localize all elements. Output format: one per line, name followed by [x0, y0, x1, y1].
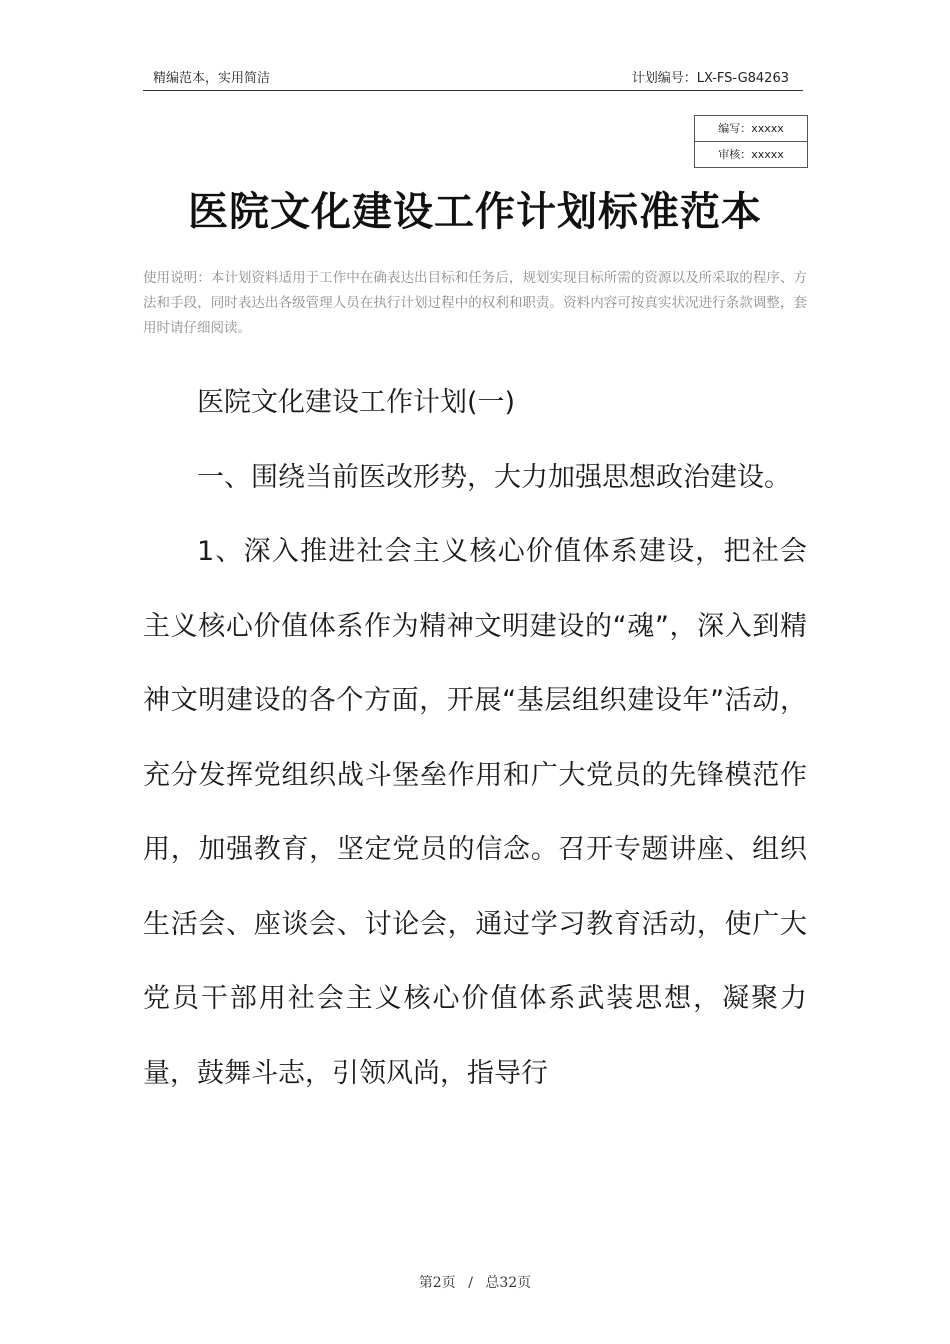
page-footer: [0, 1272, 950, 1292]
body-paragraph: 一、围绕当前医改形势，大力加强思想政治建设。: [197, 461, 791, 493]
current-page: 第2页: [418, 1275, 456, 1291]
body-paragraph: 1、深入推进社会主义核心价值体系建设，把社会主义核心价值体系作为精神文明建设的“魂”，深入到精神文明建设的各个方面，开展“基层组织建设年”活动，充分发挥党组织战斗堡垒作用和广大党员的先锋模范作用，加强教育，坚定党员的信念。召开专题讲座、组织生活会、座谈会、讨论会，通过学习教育活动，使广大党员干部用社会主义核心价值体系武装思想，凝聚力量，鼓舞斗志，引领风尚，指导行: [143, 536, 807, 1089]
plan-number: 计划编号：LX-FS-G84263: [631, 71, 789, 86]
page-header: [143, 64, 803, 91]
review-box: [694, 115, 808, 168]
auditor-field: 审核：xxxxx: [695, 141, 807, 167]
compiler-field: 编写：xxxxx: [718, 122, 784, 135]
page-separator: /: [468, 1275, 473, 1291]
usage-description: 使用说明：本计划资料适用于工作中在确表达出目标和任务后，规划实现目标所需的资源以及所采取的程序、方法和手段，同时表达出各级管理人员在执行计划过程中的权利和职责。资料内容可按真实状况进行条款调整，套用时请仔细阅读。: [143, 270, 807, 336]
document-title: 医院文化建设工作计划标准范本: [188, 189, 762, 235]
total-pages: 总32页: [485, 1275, 532, 1291]
section-heading: 医院文化建设工作计划(一): [197, 387, 516, 418]
header-slogan: 精编范本，实用简洁: [153, 71, 271, 86]
document-body: [143, 366, 807, 1111]
